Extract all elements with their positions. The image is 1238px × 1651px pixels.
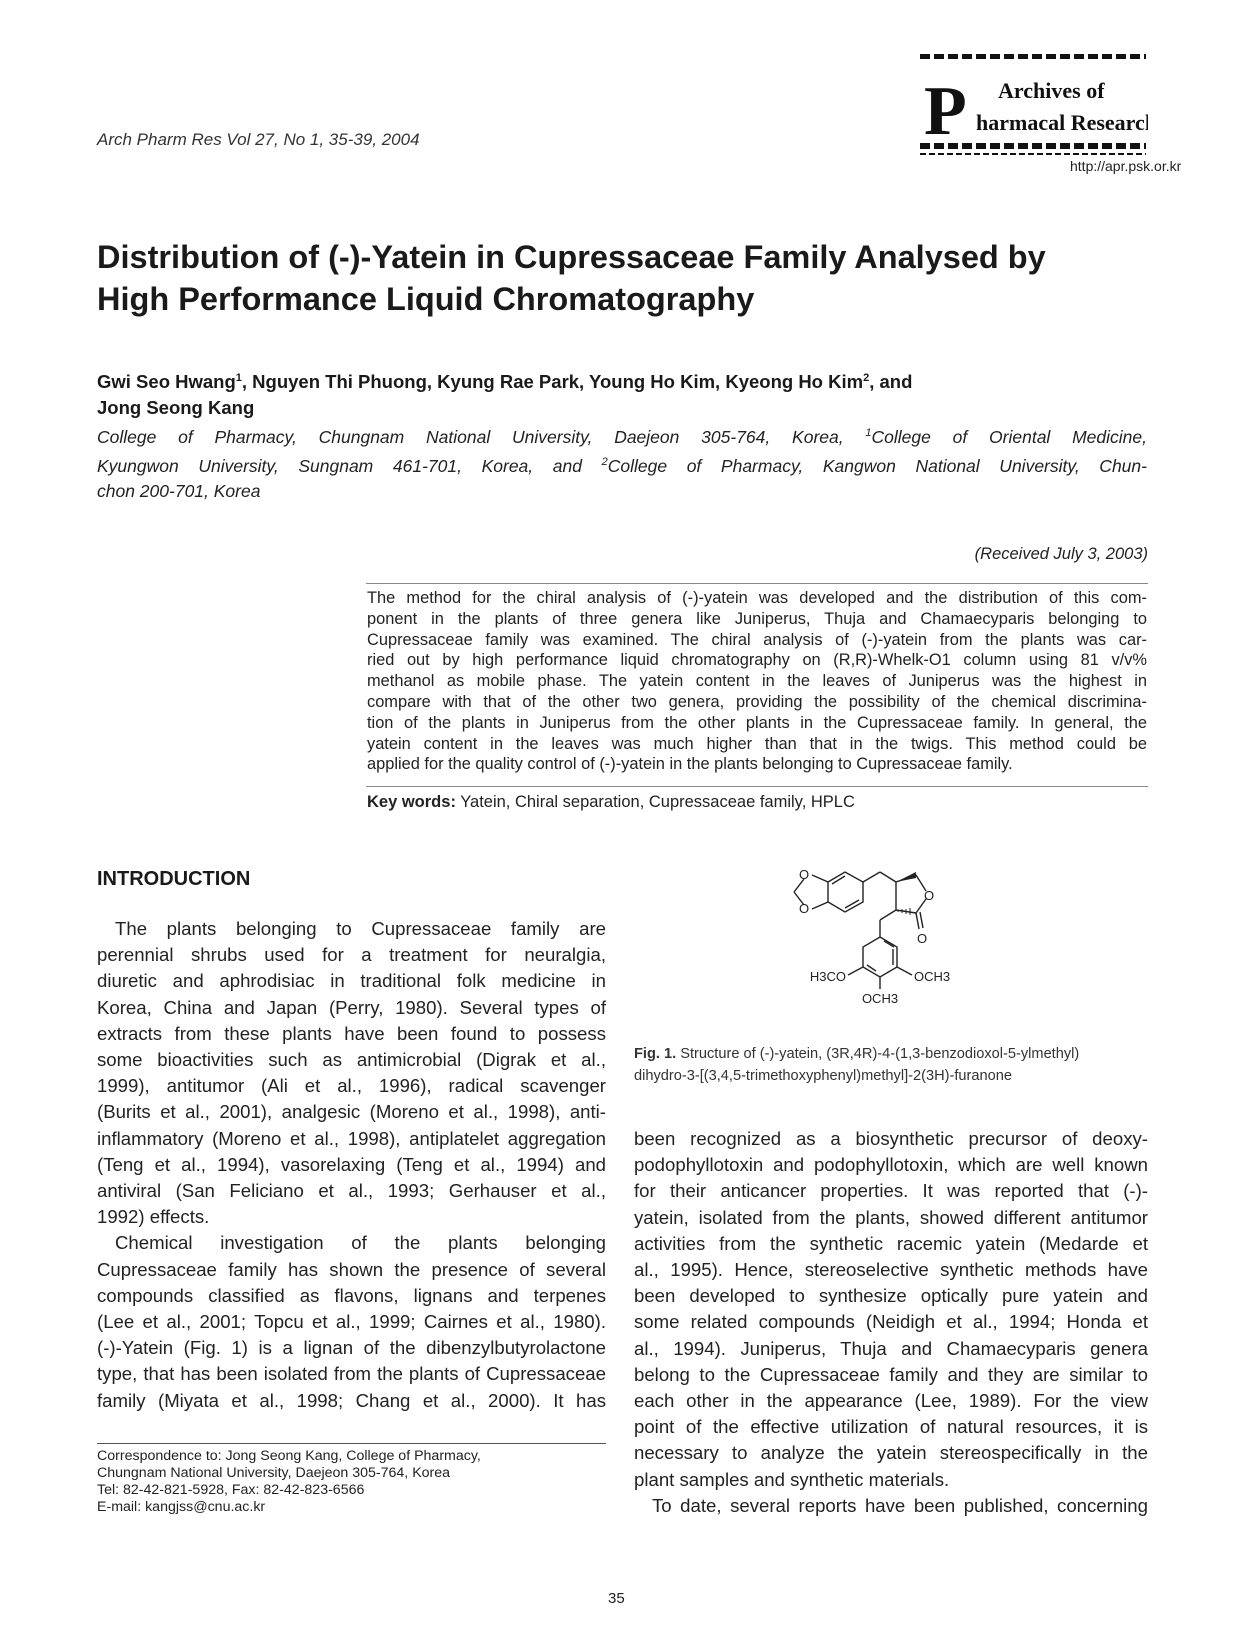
body-line: some bioactivities such as antimicrobial (Digrak et al., <box>97 1049 606 1071</box>
correspondence-footnote <box>97 1448 606 1516</box>
logo-initial: P <box>924 73 967 150</box>
body-line: point of the effective utilization of natural resources, it is <box>634 1416 1148 1438</box>
footnote-line[interactable]: E-mail: kangjss@cnu.ac.kr <box>97 1499 266 1515</box>
body-line: (Teng et al., 1994), vasorelaxing (Teng et al., 1994) and <box>97 1153 606 1175</box>
abstract-line: tion of the plants in Juniperus from the other plants in the Cupressaceae family. In general, the <box>367 713 1147 732</box>
body-line: 1999), antitumor (Ali et al., 1996), radical scavenger <box>97 1075 606 1097</box>
figure-caption <box>634 1043 1134 1087</box>
journal-logo <box>918 54 1148 158</box>
affiliation-text: College of Pharmacy, Chungnam National University, Daejeon 305-764, Korea, <box>97 426 844 447</box>
abstract-line: methanol as mobile phase. The yatein content in the leaves of Juniperus was the highest in <box>367 672 1147 691</box>
abstract-line: yatein content in the leaves was much higher than that in the twigs. This method could be <box>367 734 1147 753</box>
affiliation-text: College of Oriental Medicine, <box>871 426 1147 447</box>
body-line: diuretic and aphrodisiac in traditional folk medicine in <box>97 970 606 992</box>
author-superscript: 1 <box>235 372 242 384</box>
affiliation-text: Kyungwon University, Sungnam 461-701, Korea, and <box>97 455 582 476</box>
keywords-text: Yatein, Chiral separation, Cupressaceae family, HPLC <box>460 793 855 811</box>
article-title <box>97 236 1147 320</box>
figure-caption-text: Structure of (-)-yatein, (3R,4R)-4-(1,3-benzodioxol-5-ylmethyl) <box>680 1046 1080 1062</box>
body-line: type, that has been isolated from the plants of Cupressaceae <box>97 1363 606 1385</box>
right-column-body <box>634 1126 1148 1519</box>
abstract-divider-top <box>366 583 1148 584</box>
abstract-line: applied for the quality control of (-)-yatein in the plants belonging to Cupressaceae family. <box>367 755 1013 774</box>
author-text: Jong Seong Kang <box>97 397 255 419</box>
body-line: antiviral (San Feliciano et al., 1993; Gerhauser et al., <box>97 1180 606 1202</box>
body-line: plant samples and synthetic materials. <box>634 1468 950 1490</box>
logo-line2: harmacal Research <box>976 110 1148 135</box>
logo-line1: Archives of <box>998 78 1105 103</box>
page-number: 35 <box>608 1590 625 1607</box>
body-line: inflammatory (Moreno et al., 1998), antiplatelet aggregation <box>97 1127 606 1149</box>
body-line: compounds classified as flavons, lignans and terpenes <box>97 1284 606 1306</box>
author-list <box>97 365 1147 421</box>
figure-caption-text: dihydro-3-[(3,4,5-trimethoxyphenyl)methyl]-2(3H)-furanone <box>634 1068 1012 1084</box>
body-line: extracts from these plants have been found to possess <box>97 1022 606 1044</box>
footnote-line: Chungnam National University, Daejeon 305-764, Korea <box>97 1465 451 1481</box>
body-line: 1992) effects. <box>97 1206 210 1228</box>
journal-citation: Arch Pharm Res Vol 27, No 1, 35-39, 2004 <box>97 130 420 149</box>
body-line: yatein, isolated from the plants, showed different antitumor <box>634 1206 1148 1228</box>
body-line: activities from the synthetic racemic yatein (Medarde et <box>634 1232 1148 1254</box>
affiliation-text: College of Pharmacy, Kangwon National University, Chun- <box>607 455 1147 476</box>
oxygen-label: O <box>923 888 935 903</box>
affiliation-superscript: 2 <box>601 455 608 468</box>
body-line: some related compounds (Neidigh et al., 1994; Honda et <box>634 1311 1148 1333</box>
body-line: al., 1994). Juniperus, Thuja and Chamaecyparis genera <box>634 1337 1148 1359</box>
abstract-line: Cupressaceae family was examined. The chiral analysis of (-)-yatein from the plants was car- <box>367 630 1147 649</box>
chemical-structure-figure <box>780 855 1010 1030</box>
author-text: Gwi Seo Hwang <box>97 371 236 393</box>
oxygen-label: O <box>798 901 810 916</box>
journal-url[interactable]: http://apr.psk.or.kr <box>1070 158 1182 174</box>
oxygen-label: O <box>916 931 928 946</box>
methoxy-label-left: H3CO <box>809 969 846 984</box>
body-line: (Burits et al., 2001), analgesic (Moreno et al., 1998), anti- <box>97 1101 606 1123</box>
title-line: Distribution of (-)-Yatein in Cupressaceae Family Analysed by <box>97 239 1046 275</box>
body-line: al., 1995). Hence, stereoselective synthetic methods have <box>634 1259 1148 1281</box>
body-line: necessary to analyze the yatein stereospecifically in the <box>634 1442 1148 1464</box>
author-text: , and <box>869 371 913 393</box>
affiliation <box>97 421 1147 504</box>
abstract <box>367 588 1147 775</box>
abstract-divider-bottom <box>366 786 1148 787</box>
methoxy-label-right: OCH3 <box>914 969 951 984</box>
affiliation-superscript: 1 <box>865 427 872 439</box>
body-line: each other in the appearance (Lee, 1989). For the view <box>634 1390 1148 1412</box>
body-line: been developed to synthesize optically pure yatein and <box>634 1285 1148 1307</box>
received-date: (Received July 3, 2003) <box>974 545 1148 563</box>
body-line: (Lee et al., 2001; Topcu et al., 1999; Cairnes et al., 1980). <box>97 1311 606 1333</box>
methoxy-label-bottom: OCH3 <box>861 991 899 1006</box>
body-line: belong to the Cupressaceae family and they are similar to <box>634 1363 1148 1385</box>
abstract-line: ponent in the plants of three genera like Juniperus, Thuja and Chamaecyparis belonging to <box>367 609 1147 628</box>
abstract-line: ried out by high performance liquid chromatography on (R,R)-Whelk-O1 column using 81 v/v% <box>367 651 1147 670</box>
body-line: family (Miyata et al., 1998; Chang et al., 2000). It has <box>97 1389 606 1411</box>
left-column-body <box>97 916 606 1414</box>
footnote-divider <box>97 1443 606 1444</box>
abstract-line: compare with that of the other two genera, providing the possibility of the chemical discrimina- <box>367 692 1147 711</box>
body-line: The plants belonging to Cupressaceae family are <box>115 918 606 939</box>
body-line: for their anticancer properties. It was reported that (-)- <box>634 1180 1148 1202</box>
oxygen-label: O <box>798 867 810 882</box>
title-line: High Performance Liquid Chromatography <box>97 281 755 317</box>
body-line: (-)-Yatein (Fig. 1) is a lignan of the dibenzylbutyrolactone <box>97 1337 606 1359</box>
body-line: Chemical investigation of the plants belonging <box>115 1232 606 1254</box>
body-line: To date, several reports have been published, concerning <box>652 1494 1148 1516</box>
figure-caption-label: Fig. 1. <box>634 1046 677 1062</box>
body-line: podophyllotoxin and podophyllotoxin, which are well known <box>634 1154 1148 1176</box>
keywords <box>367 793 855 812</box>
author-text: , Nguyen Thi Phuong, Kyung Rae Park, Young Ho Kim, Kyeong Ho Kim <box>241 371 864 393</box>
body-line: perennial shrubs used for a treatment for neuralgia, <box>97 944 606 966</box>
body-line: Korea, China and Japan (Perry, 1980). Several types of <box>97 996 606 1018</box>
body-line: been recognized as a biosynthetic precursor of deoxy- <box>634 1128 1148 1149</box>
affiliation-text: chon 200-701, Korea <box>97 480 261 501</box>
abstract-line: The method for the chiral analysis of (-)-yatein was developed and the distribution of this com- <box>367 589 1147 607</box>
keywords-label: Key words: <box>367 793 456 811</box>
body-line: Cupressaceae family has shown the presence of several <box>97 1258 606 1280</box>
section-heading: INTRODUCTION <box>97 868 251 890</box>
footnote-line: Correspondence to: Jong Seong Kang, College of Pharmacy, <box>97 1448 481 1464</box>
author-superscript: 2 <box>863 372 870 384</box>
footnote-line: Tel: 82-42-821-5928, Fax: 82-42-823-6566 <box>97 1482 365 1498</box>
